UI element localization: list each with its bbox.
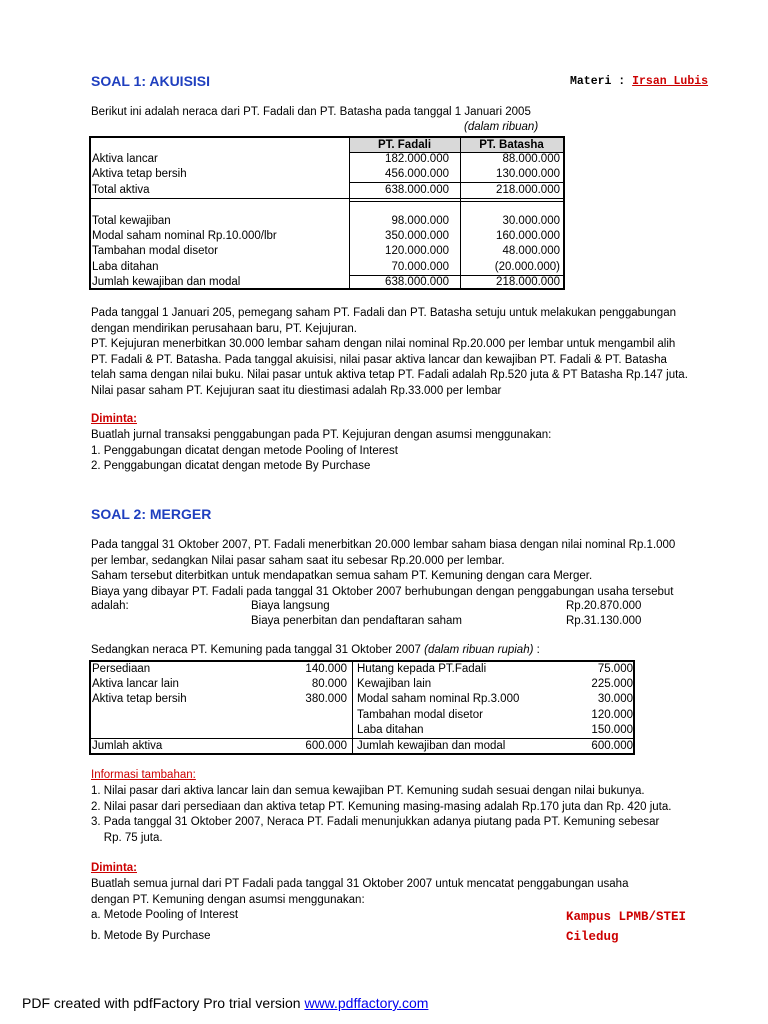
paragraph-line: PT. Fadali & PT. Batasha. Pada tanggal akuisisi, nilai pasar aktiva lancar dan kewajiban PT. Fadali & PT. Batasha <box>91 353 667 366</box>
diminta-line: 1. Penggabungan dicatat dengan metode Pooling of Interest <box>91 444 398 457</box>
col-header-fadali: PT. Fadali <box>349 138 460 153</box>
diminta-line: 2. Penggabungan dicatat dengan metode By Purchase <box>91 460 371 472</box>
soal2-diminta-label: Diminta: <box>91 862 137 874</box>
diminta-line: Buatlah semua jurnal dari PT Fadali pada tanggal 31 Oktober 2007 untuk mencatat penggabungan usaha <box>91 878 629 890</box>
row-label: Laba ditahan <box>92 261 159 273</box>
soal1-diminta-list <box>91 428 551 475</box>
table-row <box>91 152 563 167</box>
row-label: Aktiva tetap bersih <box>92 693 187 705</box>
paragraph-line: Pada tanggal 1 Januari 205, pemegang saham PT. Fadali dan PT. Batasha setuju untuk melakukan penggabungan <box>91 307 676 319</box>
value-fadali: 638.000.000 <box>385 276 449 288</box>
biaya-penerbitan-label: Biaya penerbitan dan pendaftaran saham <box>251 615 462 627</box>
row-label: Tambahan modal disetor <box>92 245 218 257</box>
neraca-kemuning-intro <box>91 644 540 656</box>
row-value: 120.000 <box>591 709 633 721</box>
value-fadali: 70.000.000 <box>391 261 449 273</box>
biaya-langsung-label: Biaya langsung <box>251 600 330 612</box>
paragraph-line: telah sama dengan nilai buku. Nilai pasar untuk aktiva tetap PT. Fadali adalah Rp.520 juta & PT Batasha Rp.147 juta. <box>91 369 688 381</box>
paragraph-line: Biaya yang dibayar PT. Fadali pada tanggal 31 Oktober 2007 berhubungan dengan penggabungan usaha tersebut <box>91 585 674 598</box>
info-line: 1. Nilai pasar dari aktiva lancar lain dan semua kewajiban PT. Kemuning sudah sesuai dengan nilai bukunya. <box>91 785 645 797</box>
row-label: Modal saham nominal Rp.3.000 <box>357 693 520 705</box>
row-value: 80.000 <box>311 678 347 690</box>
value-fadali: 182.000.000 <box>385 153 449 165</box>
row-value: 75.000 <box>597 663 633 675</box>
table-row <box>91 167 563 182</box>
row-label: Hutang kepada PT.Fadali <box>357 663 487 675</box>
option-b: b. Metode By Purchase <box>91 930 211 942</box>
table-row <box>357 723 633 738</box>
value-batasha: 218.000.000 <box>496 184 560 196</box>
soal1-paragraph <box>91 306 688 399</box>
option-a: a. Metode Pooling of Interest <box>91 909 239 921</box>
row-label: Jumlah aktiva <box>92 740 163 752</box>
table-row <box>357 692 633 707</box>
paragraph-line: Saham tersebut diterbitkan untuk mendapatkan semua saham PT. Kemuning dengan cara Merger. <box>91 570 593 582</box>
row-value: 150.000 <box>591 724 633 736</box>
info-line: 3. Pada tanggal 31 Oktober 2007, Neraca PT. Fadali menunjukkan adanya piutang pada PT. Kemuning sebesar <box>91 816 660 828</box>
row-label: Jumlah kewajiban dan modal <box>357 740 506 752</box>
table-row <box>91 244 563 259</box>
value-batasha: (20.000.000) <box>494 261 560 273</box>
table-row <box>91 275 563 290</box>
paragraph-line: PT. Kejujuran menerbitkan 30.000 lembar saham dengan nilai nominal Rp.20.000 per lembar untuk mengambil alih <box>91 338 676 350</box>
paragraph-line: dengan mendirikan perusahaan baru, PT. Kejujuran. <box>91 322 357 335</box>
table-row-total <box>357 739 633 754</box>
neraca-intro-text: Sedangkan neraca PT. Kemuning pada tanggal 31 Oktober 2007 <box>91 644 425 656</box>
table-row-total <box>92 739 347 754</box>
footer-text: PDF created with pdfFactory Pro trial version <box>22 995 305 1011</box>
soal2-adalah: adalah: <box>91 600 129 612</box>
row-value: 380.000 <box>305 693 347 705</box>
diminta-line: Buatlah jurnal transaksi penggabungan pada PT. Kejujuran dengan asumsi menggunakan: <box>91 429 552 441</box>
value-batasha: 88.000.000 <box>502 153 560 165</box>
row-value: 600.000 <box>305 740 347 752</box>
materi-label: Materi : <box>570 75 633 88</box>
row-label: Tambahan modal disetor <box>357 709 483 721</box>
value-batasha: 218.000.000 <box>496 276 560 288</box>
table-row <box>91 214 563 229</box>
row-label: Modal saham nominal Rp.10.000/lbr <box>92 230 277 242</box>
row-label: Jumlah kewajiban dan modal <box>92 276 241 288</box>
row-label: Aktiva lancar <box>92 153 158 165</box>
paragraph-line: Pada tanggal 31 Oktober 2007, PT. Fadali menerbitkan 20.000 lembar saham biasa dengan nilai nominal Rp.1.000 <box>91 539 676 551</box>
value-fadali: 98.000.000 <box>391 215 449 227</box>
table-row <box>357 677 633 692</box>
table-row <box>91 260 563 275</box>
row-label: Kewajiban lain <box>357 678 432 690</box>
materi-author: Irsan Lubis <box>632 75 709 88</box>
table-row <box>91 229 563 244</box>
col-header-batasha: PT. Batasha <box>460 138 563 153</box>
soal2-diminta-list <box>91 877 628 908</box>
pdffactory-link[interactable]: www.pdffactory.com <box>304 995 429 1011</box>
biaya-penerbitan-value: Rp.31.130.000 <box>566 615 642 627</box>
soal1-intro: Berikut ini adalah neraca dari PT. Fadali dan PT. Batasha pada tanggal 1 Januari 2005 <box>91 106 531 118</box>
table-row <box>92 677 347 692</box>
soal2-paragraph <box>91 538 675 600</box>
paragraph-line: Nilai pasar saham PT. Kejujuran saat itu diestimasi adalah Rp.33.000 per lembar <box>91 384 502 397</box>
table-row <box>92 662 347 677</box>
row-value: 30.000 <box>597 693 633 705</box>
row-label: Total aktiva <box>92 184 150 196</box>
info-line: Rp. 75 juta. <box>91 831 163 844</box>
row-label: Persediaan <box>92 663 151 675</box>
row-label: Aktiva lancar lain <box>92 678 179 690</box>
balance-sheet-table-1 <box>89 136 565 290</box>
soal1-title: SOAL 1: AKUISISI <box>91 73 211 89</box>
paragraph-line: per lembar, sedangkan Nilai pasar saham saat itu sebesar Rp.20.000 per lembar. <box>91 554 505 567</box>
diminta-line: dengan PT. Kemuning dengan asumsi menggunakan: <box>91 893 365 906</box>
soal1-diminta-label: Diminta: <box>91 413 137 425</box>
row-value: 140.000 <box>305 663 347 675</box>
value-batasha: 48.000.000 <box>502 245 560 257</box>
kampus-line-2: Ciledug <box>566 930 619 944</box>
info-line: 2. Nilai pasar dari persediaan dan aktiva tetap PT. Kemuning masing-masing adalah Rp.170 juta dan Rp. 420 juta. <box>91 800 672 813</box>
row-label: Laba ditahan <box>357 724 424 736</box>
neraca-unit: (dalam ribuan rupiah) <box>424 644 534 656</box>
soal1-unit-note: (dalam ribuan) <box>464 121 539 133</box>
row-label: Aktiva tetap bersih <box>92 168 187 180</box>
value-batasha: 130.000.000 <box>496 168 560 180</box>
balance-sheet-table-2 <box>89 660 635 755</box>
neraca-colon: : <box>533 644 540 656</box>
table-row <box>92 692 347 707</box>
value-fadali: 456.000.000 <box>385 168 449 180</box>
value-batasha: 160.000.000 <box>496 230 560 242</box>
soal2-title: SOAL 2: MERGER <box>91 506 212 522</box>
row-value: 600.000 <box>591 740 633 752</box>
materi-credit <box>570 75 708 88</box>
info-tambahan-label: Informasi tambahan: <box>91 769 196 781</box>
kampus-line-1: Kampus LPMB/STEI <box>566 910 687 924</box>
value-fadali: 120.000.000 <box>385 245 449 257</box>
table-row <box>357 662 633 677</box>
pdf-footer <box>22 995 428 1011</box>
value-batasha: 30.000.000 <box>502 215 560 227</box>
biaya-langsung-value: Rp.20.870.000 <box>566 600 642 612</box>
value-fadali: 350.000.000 <box>385 230 449 242</box>
row-value: 225.000 <box>591 678 633 690</box>
value-fadali: 638.000.000 <box>385 184 449 196</box>
table-row <box>91 183 563 198</box>
table-row <box>357 708 633 723</box>
info-tambahan-list <box>91 784 671 846</box>
row-label: Total kewajiban <box>92 215 171 227</box>
